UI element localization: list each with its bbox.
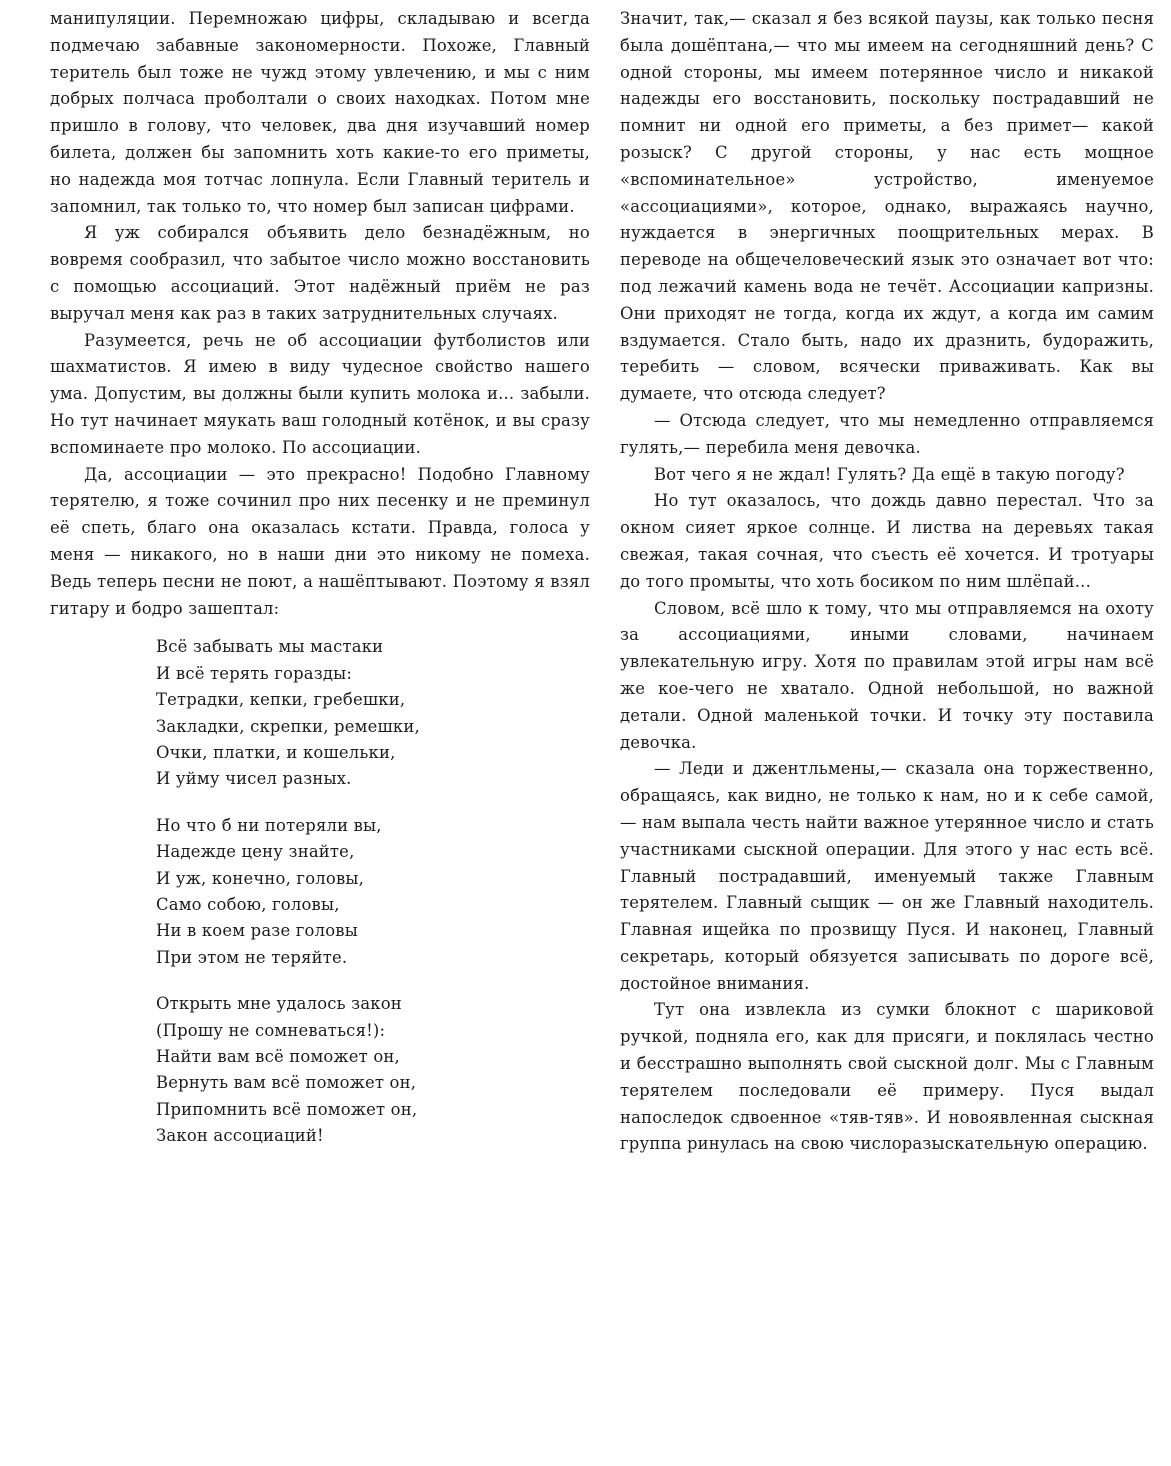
poem-line: Вернуть вам всё поможет он, — [156, 1073, 417, 1093]
left-column — [50, 6, 590, 1170]
paragraph: Но тут оказалось, что дождь давно перестал. Что за окном сияет яркое солнце. И листва на деревьях такая свежая, такая сочная, что съесть её хочется. И тротуары до того промыты, что хоть босиком по ним шлёпай... — [620, 491, 1154, 591]
paragraph: Тут она извлекла из сумки блокнот с шариковой ручкой, подняла его, как для присяги, и поклялась честно и бесстрашно выполнять свой сыскной долг. Мы с Главным терятелем последовали её примеру. Пуся выдал напоследок сдвоенное «тяв-тяв». И новоявленная сыскная группа ринулась на свою числоразыскательную операцию. — [620, 1000, 1154, 1154]
right-column — [620, 6, 1154, 1158]
poem-line: Само собою, головы, — [156, 894, 340, 914]
poem-line: Открыть мне удалось закон — [156, 994, 402, 1014]
poem-line: При этом не теряйте. — [156, 947, 348, 967]
poem-line: Закон ассоциаций! — [156, 1126, 324, 1146]
poem-line: И всё терять горазды: — [156, 663, 353, 683]
poem-line: Тетрадки, кепки, гребешки, — [156, 690, 406, 710]
poem-line: Найти вам всё поможет он, — [156, 1047, 400, 1067]
paragraph: — Отсюда следует, что мы немедленно отправляемся гулять,— перебила меня девочка. — [620, 410, 1154, 457]
paragraph: Я уж собирался объявить дело безнадёжным, но вовремя сообразил, что забытое число можно восстановить с помощью ассоциаций. Этот надёжный приём не раз выручал меня как раз в таких затруднительных случаях. — [50, 223, 590, 323]
poem-line: Но что б ни потеряли вы, — [156, 815, 382, 835]
poem-line: Закладки, скрепки, ремешки, — [156, 716, 420, 736]
poem-stanza — [156, 634, 590, 792]
poem-line: Припомнить всё поможет он, — [156, 1099, 418, 1119]
poem-line: И уж, конечно, головы, — [156, 868, 365, 888]
paragraph: Разумеется, речь не об ассоциации футболистов или шахматистов. Я имею в виду чудесное свойство нашего ума. Допустим, вы должны были купить молока и... забыли. Но тут начинает мяукать ваш голодный котёнок, и вы сразу вспоминаете про молоко. По ассоциации. — [50, 330, 590, 457]
poem-line: Ни в коем разе головы — [156, 921, 358, 941]
poem-stanza — [156, 813, 590, 971]
poem-line: Очки, платки, и кошельки, — [156, 742, 396, 762]
paragraph: Вот чего я не ждал! Гулять? Да ещё в такую погоду? — [654, 464, 1125, 484]
poem-line: Всё забывать мы мастаки — [156, 637, 384, 657]
paragraph: Да, ассоциации — это прекрасно! Подобно Главному терятелю, я тоже сочинил про них песенку и не преминул её спеть, благо она оказалась кстати. Правда, голоса у меня — никакого, но в наши дни это никому не помеха. Ведь теперь песни не поют, а нашёптывают. Поэтому я взял гитару и бодро зашептал: — [50, 464, 590, 618]
song-poem — [156, 634, 590, 1149]
paragraph: Значит, так,— сказал я без всякой паузы, как только песня была дошёптана,— что мы имеем на сегодняшний день? С одной стороны, мы имеем потерянное число и никакой надежды его восстановить, поскольку пострадавший не помнит ни одной его приметы, а без примет— какой розыск? С другой стороны, у нас есть мощное «вспоминательное» устройство, именуемое «ассоциациями», которое, однако, выражаясь научно, нуждается в энергичных поощрительных мерах. В переводе на общечеловеческий язык это означает вот что: под лежачий камень вода не течёт. Ассоциации капризны. Они приходят не тогда, когда их ждут, а когда им самим вздумается. Стало быть, надо их дразнить, будоражить, теребить — словом, всячески приваживать. Как вы думаете, что отсюда следует? — [620, 9, 1154, 404]
poem-line: Надежде цену знайте, — [156, 842, 355, 862]
paragraph: Словом, всё шло к тому, что мы отправляемся на охоту за ассоциациями, иными словами, начинаем увлекательную игру. Хотя по правилам этой игры нам всё же кое-чего не хватало. Одной небольшой, но важной детали. Одной маленькой точки. И точку эту поставила девочка. — [620, 598, 1154, 752]
paragraph: манипуляции. Перемножаю цифры, складываю и всегда подмечаю забавные закономерности. Похоже, Главный теритель был тоже не чужд этому увлечению, и мы с ним добрых полчаса проболтали о своих находках. Потом мне пришло в голову, что человек, два дня изучавший номер билета, должен бы запомнить хоть какие-то его приметы, но надежда моя тотчас лопнула. Если Главный теритель и запомнил, так только то, что номер был записан цифрами. — [50, 9, 590, 216]
poem-stanza — [156, 991, 590, 1149]
poem-line: И уйму чисел разных. — [156, 769, 352, 789]
poem-line: (Прошу не сомневаться!): — [156, 1020, 386, 1040]
paragraph: — Леди и джентльмены,— сказала она торжественно, обращаясь, как видно, не только к нам, но и к себе самой,— нам выпала честь найти важное утерянное число и стать участниками сыскной операции. Для этого у нас есть всё. Главный пострадавший, именуемый также Главным терятелем. Главный сыщик — он же Главный находитель. Главная ищейка по прозвищу Пуся. И наконец, Главный секретарь, который обязуется записывать по дороге всё, достойное внимания. — [620, 759, 1154, 993]
